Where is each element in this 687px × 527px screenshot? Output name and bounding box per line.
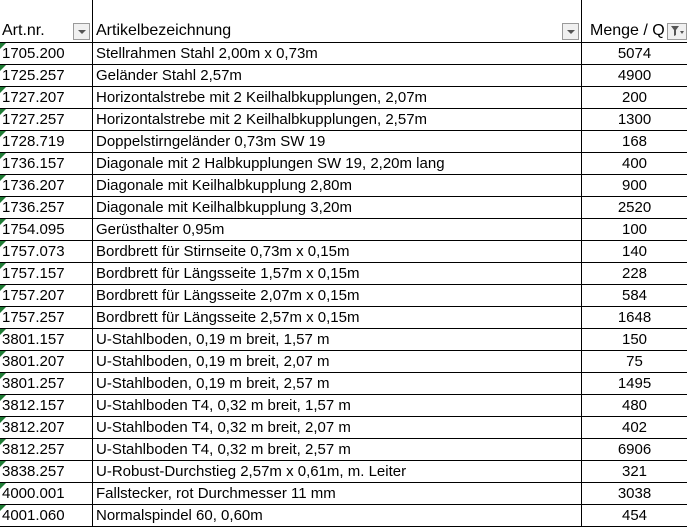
error-indicator-icon: [0, 197, 6, 203]
chevron-down-icon: [78, 30, 86, 34]
cell-art-nr[interactable]: [0, 307, 93, 329]
cell-menge[interactable]: 1495: [582, 373, 687, 395]
cell-art-nr[interactable]: [0, 87, 93, 109]
cell-art-nr[interactable]: [0, 43, 93, 65]
cell-art-nr[interactable]: [0, 153, 93, 175]
error-indicator-icon: [0, 43, 6, 49]
error-indicator-icon: [0, 263, 6, 269]
cell-bezeichnung[interactable]: U-Stahlboden T4, 0,32 m breit, 2,57 m: [93, 439, 582, 461]
cell-bezeichnung[interactable]: Gerüsthalter 0,95m: [93, 219, 582, 241]
table-row: [0, 197, 687, 219]
table-row: [0, 351, 687, 373]
error-indicator-icon: [0, 461, 6, 467]
header-label-art-nr: Art.nr.: [2, 22, 45, 39]
filter-dropdown-bezeichnung[interactable]: [562, 23, 579, 40]
table-row: [0, 65, 687, 87]
cell-menge[interactable]: 100: [582, 219, 687, 241]
table-row: [0, 417, 687, 439]
error-indicator-icon: [0, 131, 6, 137]
cell-menge[interactable]: 400: [582, 153, 687, 175]
cell-menge[interactable]: 140: [582, 241, 687, 263]
cell-menge[interactable]: 75: [582, 351, 687, 373]
cell-art-nr[interactable]: [0, 65, 93, 87]
cell-menge[interactable]: 200: [582, 87, 687, 109]
error-indicator-icon: [0, 109, 6, 115]
art-nr-value: 1736.157: [2, 155, 65, 172]
table-row: [0, 43, 687, 65]
funnel-icon: [670, 25, 684, 38]
table-row: [0, 285, 687, 307]
table-row: [0, 153, 687, 175]
cell-bezeichnung[interactable]: Stellrahmen Stahl 2,00m x 0,73m: [93, 43, 582, 65]
cell-bezeichnung[interactable]: Normalspindel 60, 0,60m: [93, 505, 582, 527]
table-row: [0, 373, 687, 395]
error-indicator-icon: [0, 373, 6, 379]
chevron-down-icon: [567, 30, 575, 34]
table-row: [0, 483, 687, 505]
cell-art-nr[interactable]: [0, 461, 93, 483]
cell-art-nr[interactable]: [0, 395, 93, 417]
cell-bezeichnung[interactable]: U-Robust-Durchstieg 2,57m x 0,61m, m. Leiter: [93, 461, 582, 483]
art-nr-value: 3801.157: [2, 331, 65, 348]
cell-menge[interactable]: 321: [582, 461, 687, 483]
cell-bezeichnung[interactable]: U-Stahlboden T4, 0,32 m breit, 1,57 m: [93, 395, 582, 417]
cell-menge[interactable]: 168: [582, 131, 687, 153]
art-nr-value: 1754.095: [2, 221, 65, 238]
header-cell-art-nr[interactable]: [0, 0, 93, 43]
cell-art-nr[interactable]: [0, 351, 93, 373]
cell-art-nr[interactable]: [0, 483, 93, 505]
cell-bezeichnung[interactable]: Bordbrett für Stirnseite 0,73m x 0,15m: [93, 241, 582, 263]
cell-bezeichnung[interactable]: Bordbrett für Längsseite 2,07m x 0,15m: [93, 285, 582, 307]
error-indicator-icon: [0, 175, 6, 181]
art-nr-value: 1757.257: [2, 309, 65, 326]
error-indicator-icon: [0, 219, 6, 225]
art-nr-value: 3838.257: [2, 463, 65, 480]
table-row: [0, 505, 687, 527]
error-indicator-icon: [0, 87, 6, 93]
art-nr-value: 4001.060: [2, 507, 65, 524]
error-indicator-icon: [0, 241, 6, 247]
error-indicator-icon: [0, 351, 6, 357]
art-nr-value: 1736.207: [2, 177, 65, 194]
art-nr-value: 3801.257: [2, 375, 65, 392]
cell-menge[interactable]: 402: [582, 417, 687, 439]
error-indicator-icon: [0, 65, 6, 71]
cell-menge[interactable]: 6906: [582, 439, 687, 461]
cell-art-nr[interactable]: [0, 373, 93, 395]
art-nr-value: 3812.207: [2, 419, 65, 436]
table-row: [0, 175, 687, 197]
cell-bezeichnung[interactable]: Bordbrett für Längsseite 2,57m x 0,15m: [93, 307, 582, 329]
table-row: [0, 109, 687, 131]
cell-bezeichnung[interactable]: Horizontalstrebe mit 2 Keilhalbkupplungen, 2,07m: [93, 87, 582, 109]
cell-menge[interactable]: 4900: [582, 65, 687, 87]
header-cell-menge[interactable]: [582, 0, 687, 43]
cell-menge[interactable]: 5074: [582, 43, 687, 65]
art-nr-value: 1757.073: [2, 243, 65, 260]
cell-bezeichnung[interactable]: Diagonale mit Keilhalbkupplung 2,80m: [93, 175, 582, 197]
art-nr-value: 4000.001: [2, 485, 65, 502]
cell-bezeichnung[interactable]: Doppelstirngeländer 0,73m SW 19: [93, 131, 582, 153]
art-nr-value: 1757.157: [2, 265, 65, 282]
cell-bezeichnung[interactable]: Bordbrett für Längsseite 1,57m x 0,15m: [93, 263, 582, 285]
art-nr-value: 1757.207: [2, 287, 65, 304]
header-label-menge: Menge / Q: [590, 22, 665, 39]
error-indicator-icon: [0, 417, 6, 423]
error-indicator-icon: [0, 285, 6, 291]
cell-art-nr[interactable]: [0, 417, 93, 439]
cell-art-nr[interactable]: [0, 505, 93, 527]
art-nr-value: 1736.257: [2, 199, 65, 216]
cell-art-nr[interactable]: [0, 263, 93, 285]
header-row: [0, 0, 687, 43]
art-nr-value: 1728.719: [2, 133, 65, 150]
cell-art-nr[interactable]: [0, 175, 93, 197]
cell-art-nr[interactable]: [0, 329, 93, 351]
header-label-bezeichnung: Artikelbezeichnung: [96, 22, 231, 39]
error-indicator-icon: [0, 483, 6, 489]
cell-menge[interactable]: 2520: [582, 197, 687, 219]
table-row: [0, 87, 687, 109]
error-indicator-icon: [0, 439, 6, 445]
cell-menge[interactable]: 480: [582, 395, 687, 417]
cell-menge[interactable]: 454: [582, 505, 687, 527]
error-indicator-icon: [0, 395, 6, 401]
error-indicator-icon: [0, 307, 6, 313]
art-nr-value: 3812.157: [2, 397, 65, 414]
table-row: [0, 307, 687, 329]
cell-bezeichnung[interactable]: U-Stahlboden T4, 0,32 m breit, 2,07 m: [93, 417, 582, 439]
cell-art-nr[interactable]: [0, 241, 93, 263]
cell-art-nr[interactable]: [0, 197, 93, 219]
error-indicator-icon: [0, 329, 6, 335]
table-row: [0, 241, 687, 263]
cell-bezeichnung[interactable]: Diagonale mit 2 Halbkupplungen SW 19, 2,20m lang: [93, 153, 582, 175]
table-row: [0, 219, 687, 241]
cell-menge[interactable]: 150: [582, 329, 687, 351]
table-row: [0, 461, 687, 483]
art-nr-value: 1725.257: [2, 67, 65, 84]
cell-bezeichnung[interactable]: U-Stahlboden, 0,19 m breit, 1,57 m: [93, 329, 582, 351]
table-row: [0, 439, 687, 461]
cell-menge[interactable]: 3038: [582, 483, 687, 505]
cell-bezeichnung[interactable]: Horizontalstrebe mit 2 Keilhalbkupplungen, 2,57m: [93, 109, 582, 131]
cell-art-nr[interactable]: [0, 439, 93, 461]
table-row: [0, 131, 687, 153]
cell-art-nr[interactable]: [0, 131, 93, 153]
cell-bezeichnung[interactable]: U-Stahlboden, 0,19 m breit, 2,07 m: [93, 351, 582, 373]
cell-art-nr[interactable]: [0, 219, 93, 241]
error-indicator-icon: [0, 153, 6, 159]
art-nr-value: 1727.207: [2, 89, 65, 106]
table-row: [0, 263, 687, 285]
cell-menge[interactable]: 228: [582, 263, 687, 285]
table-row: [0, 329, 687, 351]
cell-art-nr[interactable]: [0, 109, 93, 131]
error-indicator-icon: [0, 505, 6, 511]
cell-bezeichnung[interactable]: U-Stahlboden, 0,19 m breit, 2,57 m: [93, 373, 582, 395]
cell-menge[interactable]: 584: [582, 285, 687, 307]
art-nr-value: 1727.257: [2, 111, 65, 128]
cell-bezeichnung[interactable]: Fallstecker, rot Durchmesser 11 mm: [93, 483, 582, 505]
cell-menge[interactable]: 900: [582, 175, 687, 197]
filter-dropdown-art-nr[interactable]: [73, 23, 90, 40]
art-nr-value: 3801.207: [2, 353, 65, 370]
table-row: [0, 395, 687, 417]
header-cell-bezeichnung[interactable]: [93, 0, 582, 43]
cell-bezeichnung[interactable]: Geländer Stahl 2,57m: [93, 65, 582, 87]
cell-menge[interactable]: 1648: [582, 307, 687, 329]
art-nr-value: 3812.257: [2, 441, 65, 458]
filter-dropdown-menge[interactable]: [667, 23, 687, 40]
cell-art-nr[interactable]: [0, 285, 93, 307]
cell-bezeichnung[interactable]: Diagonale mit Keilhalbkupplung 3,20m: [93, 197, 582, 219]
art-nr-value: 1705.200: [2, 45, 65, 62]
cell-menge[interactable]: 1300: [582, 109, 687, 131]
